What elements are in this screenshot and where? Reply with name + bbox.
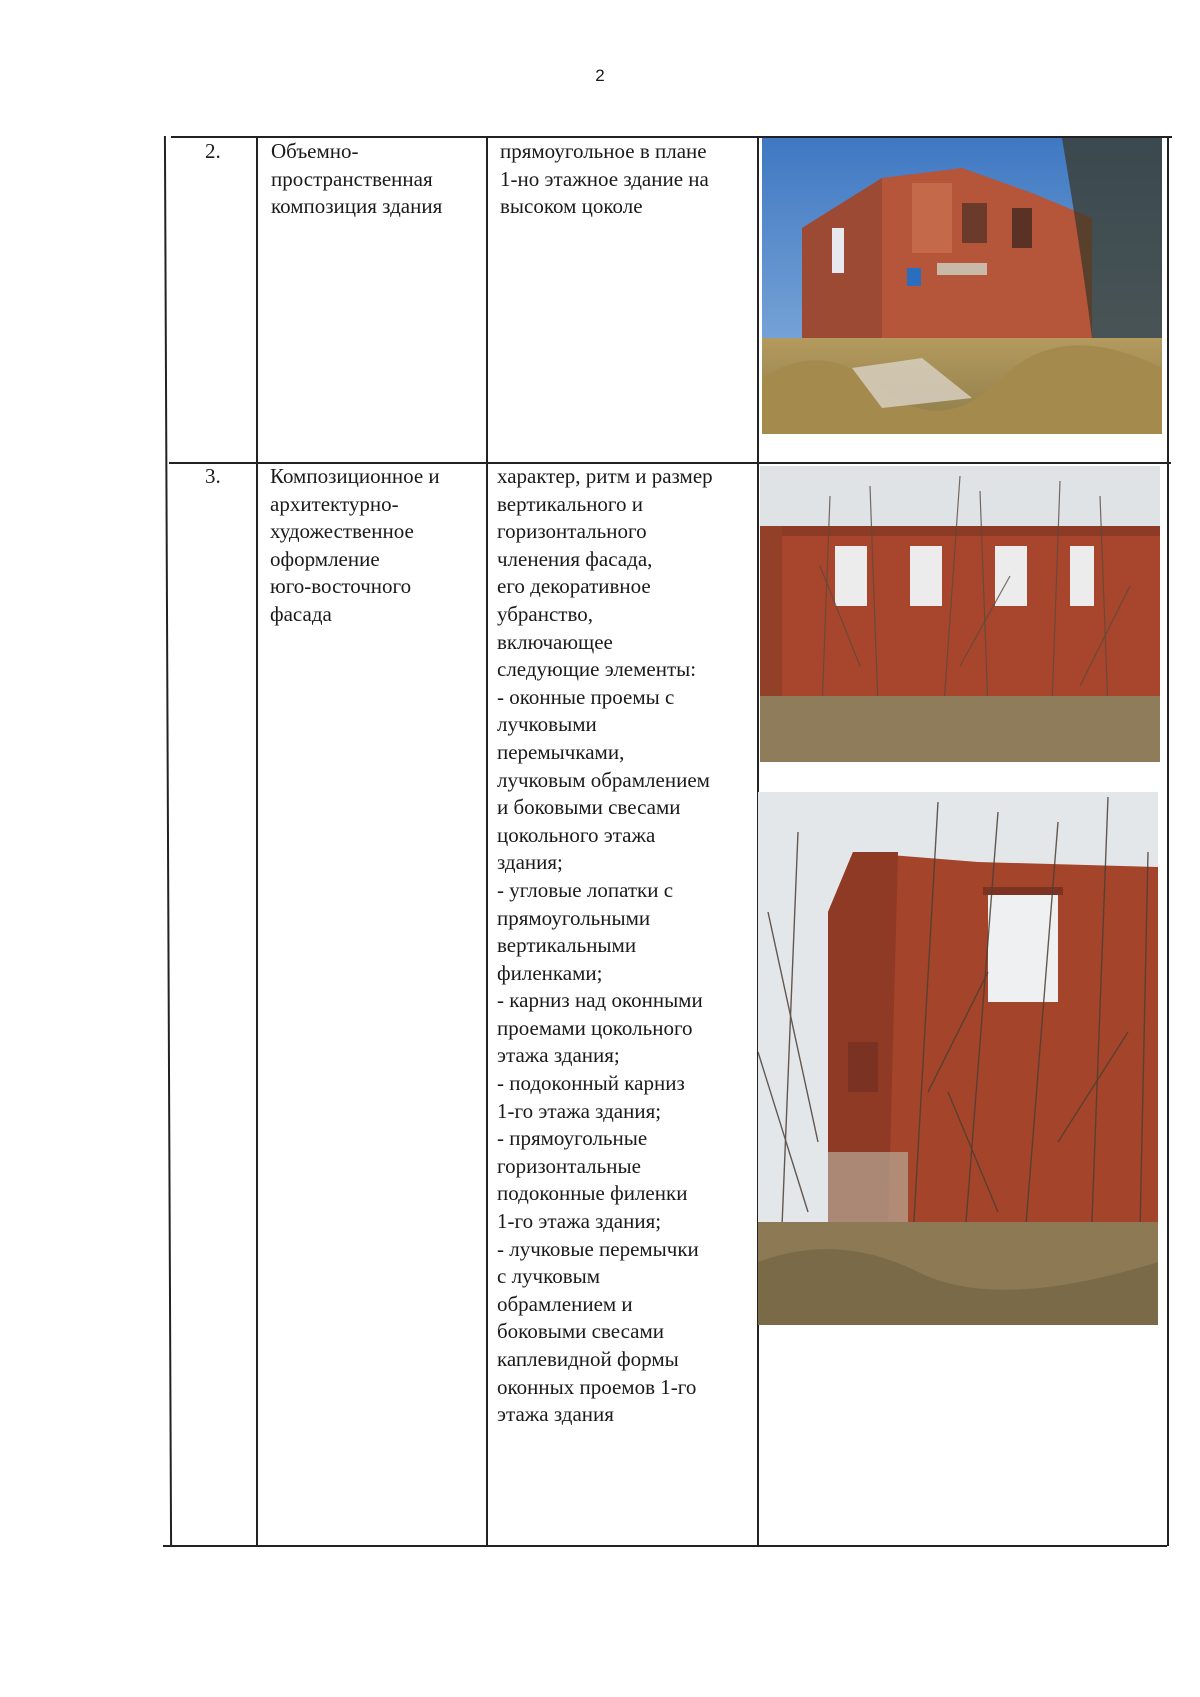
column-divider-2 xyxy=(486,136,488,1546)
attribute-description: прямоугольное в плане 1-но этажное здание на высоком цоколе xyxy=(500,139,709,219)
column-divider-1 xyxy=(256,136,258,1546)
facade-photo-1 xyxy=(760,466,1160,762)
table-border-right xyxy=(1167,136,1169,1546)
attribute-description: характер, ритм и размер вертикального и горизонтального членения фасада, его декоративное убранство, включающее следующие элементы: - оконные проемы с лучковыми перемычками, лучковым обрамлением и боковыми свесами цокольного этажа здания; - угловые лопатки с прямоугольными вертикальными филенками; - карниз над оконными проемами цокольного этажа здания; - подоконный карниз 1-го этажа здания; - прямоугольные горизонтальные подоконные филенки 1-го этажа здания; - лучковые перемычки с лучковым обрамлением и боковыми свесами каплевидной формы оконных проемов 1-го этажа здания xyxy=(497,464,713,1427)
row-number: 2. xyxy=(205,139,221,163)
building-photo-1 xyxy=(762,138,1162,434)
table-border-left xyxy=(164,136,172,1546)
attribute-name: Композиционное и архитектурно- художественное оформление юго-восточного фасада xyxy=(270,464,440,626)
attribute-name: Объемно- пространственная композиция здания xyxy=(271,139,443,219)
page-number: 2 xyxy=(595,66,605,85)
table-border-bottom xyxy=(163,1545,1167,1547)
facade-photo-2 xyxy=(758,792,1158,1325)
row-number: 3. xyxy=(205,464,221,488)
